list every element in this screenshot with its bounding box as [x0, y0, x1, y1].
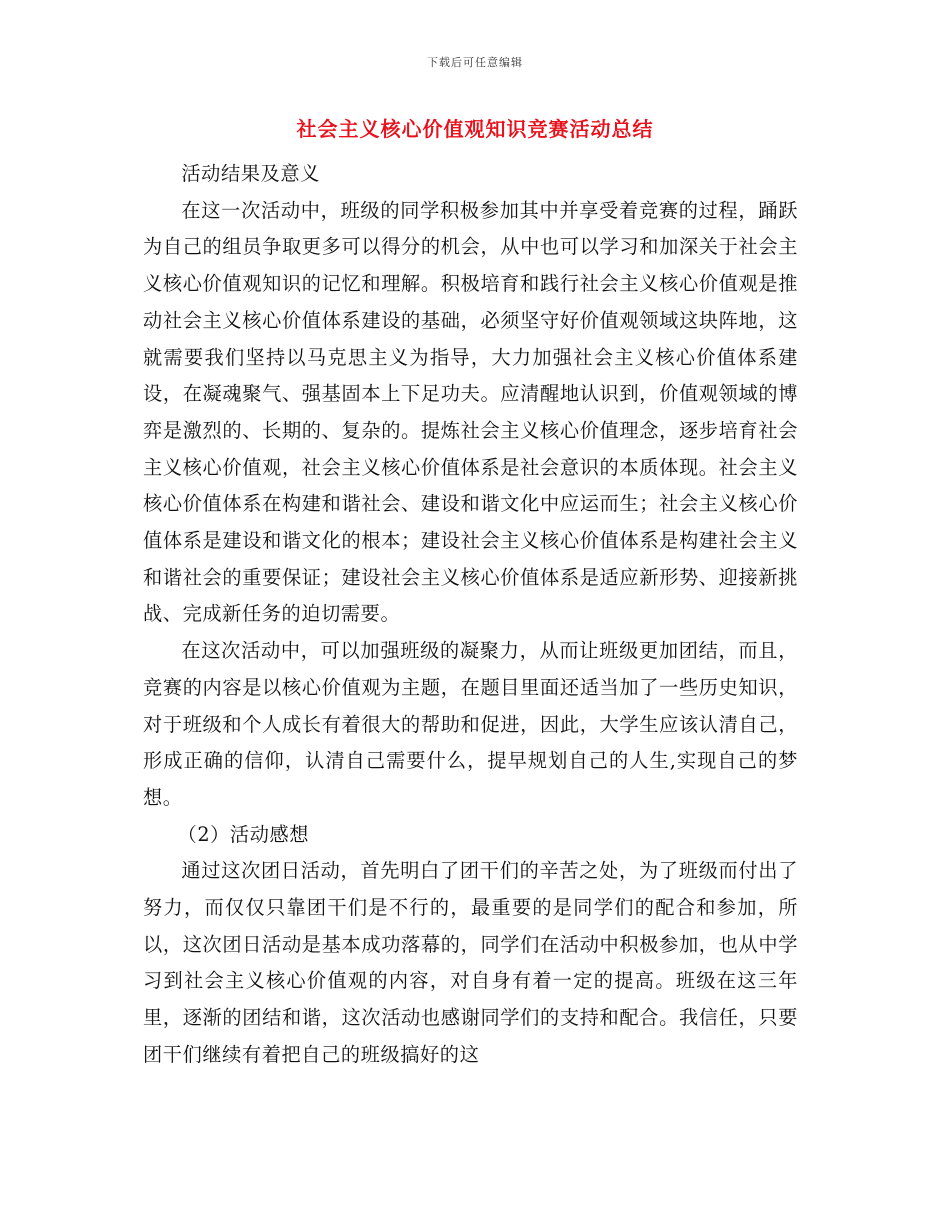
- section-heading-reflections: （2）活动感想: [177, 822, 310, 846]
- header-note: 下载后可任意编辑: [427, 56, 523, 69]
- paragraph-class-cohesion: 在这次活动中，可以加强班级的凝聚力，从而让班级更加团结，而且，竞赛的内容是以核心价值观为主题，在题目里面还适当加了一些历史知识，对于班级和个人成长有着很大的帮助和促进，因此，大学生应该认清自己，形成正确的信仰，认清自己需要什么，提早规划自己的人生,实现自己的梦想。: [143, 639, 798, 809]
- paragraph-activity-meaning: 在这一次活动中，班级的同学积极参加其中并享受着竞赛的过程，踊跃为自己的组员争取更多可以得分的机会，从中也可以学习和加深关于社会主义核心价值观知识的记忆和理解。积极培育和践行社会主义核心价值观是推动社会主义核心价值体系建设的基础，必须坚守好价值观领域这块阵地，这就需要我们坚持以马克思主义为指导，大力加强社会主义核心价值体系建设，在凝魂聚气、强基固本上下足功夫。应清醒地认识到，价值观领域的博弈是激烈的、长期的、复杂的。提炼社会主义核心价值理念，逐步培育社会主义核心价值观，社会主义核心价值体系是社会意识的本质体现。社会主义核心价值体系在构建和谐社会、建设和谐文化中应运而生；社会主义核心价值体系是建设和谐文化的根本；建设社会主义核心价值体系是构建社会主义和谐社会的重要保证；建设社会主义核心价值体系是适应新形势、迎接新挑战、完成新任务的迫切需要。: [143, 198, 798, 626]
- document-body: [143, 156, 798, 1074]
- paragraph-reflections: 通过这次团日活动，首先明白了团干们的辛苦之处，为了班级而付出了努力，而仅仅只靠团干们是不行的，最重要的是同学们的配合和参加，所以，这次团日活动是基本成功落幕的，同学们在活动中积极参加，也从中学习到社会主义核心价值观的内容，对自身有着一定的提高。班级在这三年里，逐渐的团结和谐，这次活动也感谢同学们的支持和配合。我信任，只要团干们继续有着把自己的班级搞好的这: [143, 859, 798, 1066]
- document-title: 社会主义核心价值观知识竞赛活动总结: [296, 117, 654, 141]
- section-heading-results: 活动结果及意义: [181, 162, 320, 185]
